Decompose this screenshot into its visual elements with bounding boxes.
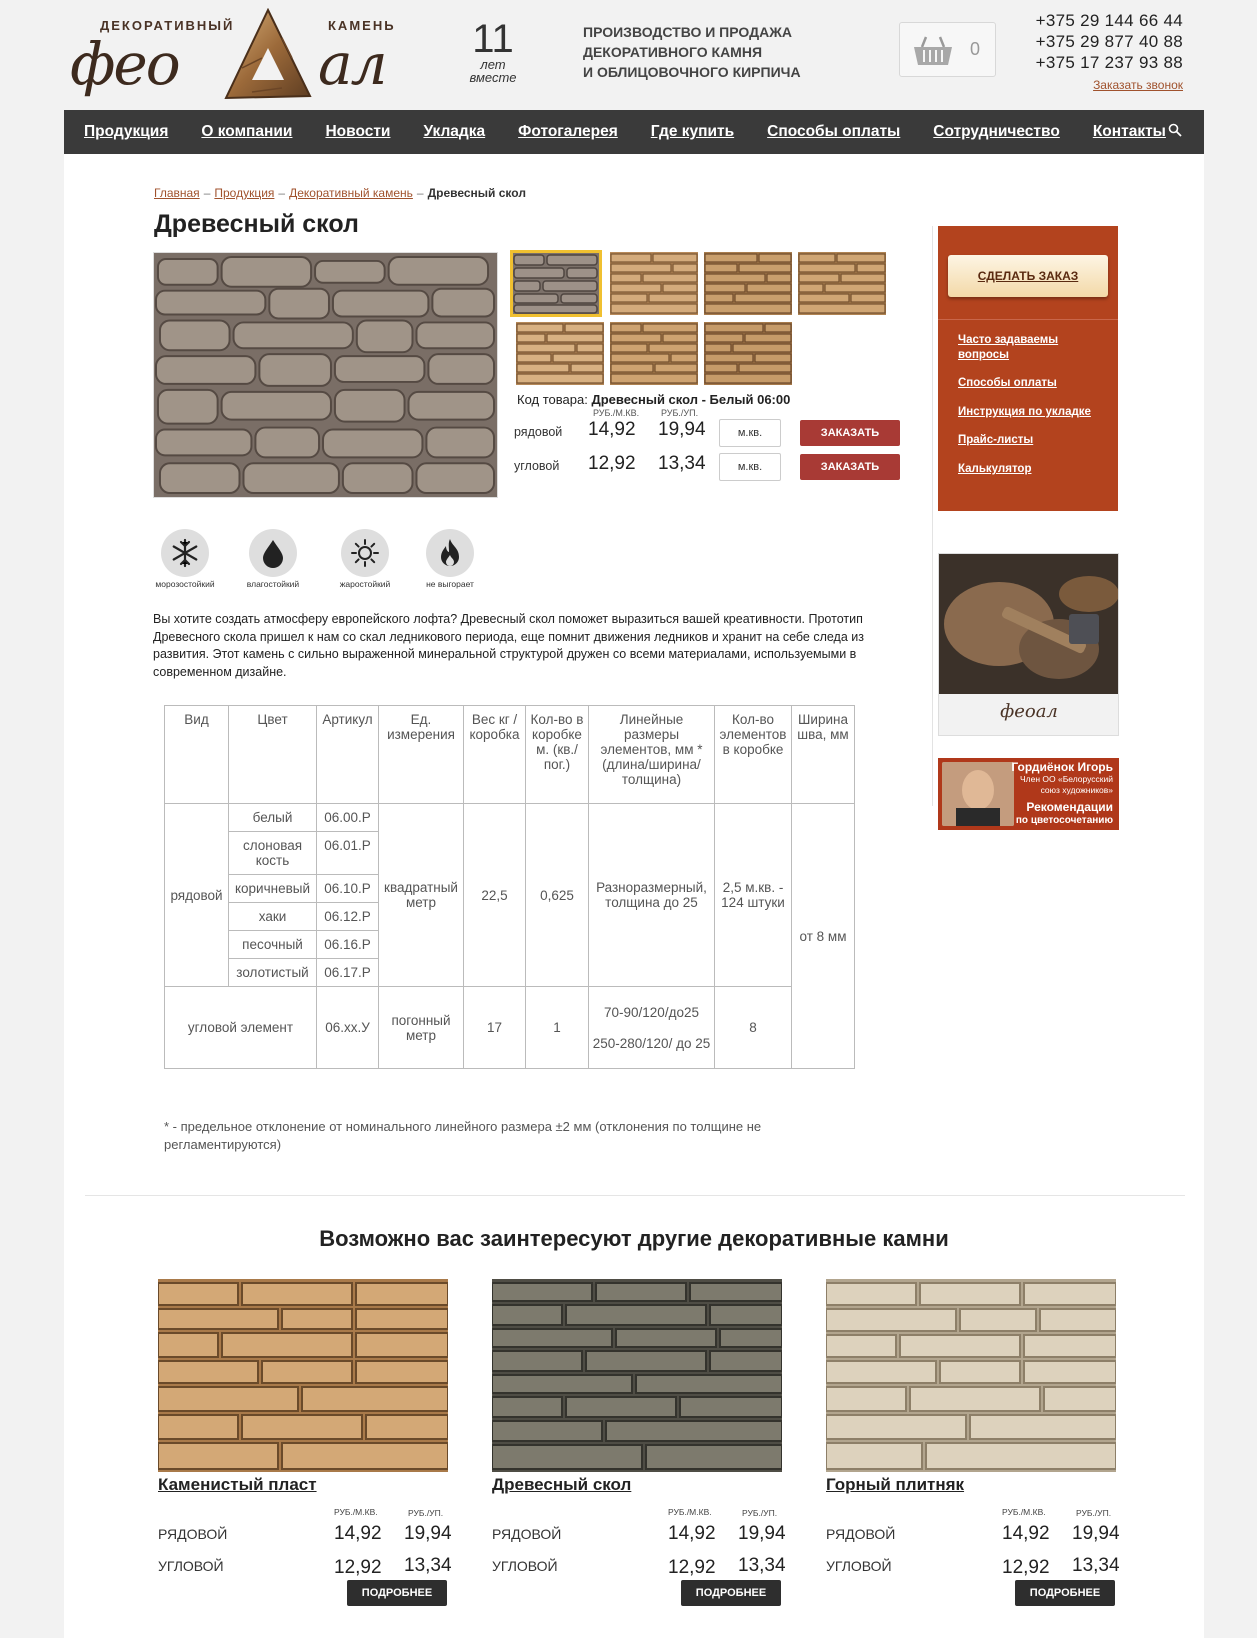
related-product-card — [826, 1279, 1120, 1599]
nav-item-cooperation[interactable]: Сотрудничество — [933, 123, 1060, 140]
phone-number[interactable]: +375 17 237 93 88 — [1035, 53, 1183, 72]
basket-icon — [912, 33, 954, 67]
flame-icon — [437, 537, 463, 569]
product-main-image[interactable] — [153, 252, 498, 498]
phone-number[interactable]: +375 29 877 40 88 — [1035, 32, 1183, 51]
price-header-pack: РУБ./УП. — [408, 1508, 444, 1518]
table-cell: коричневый — [229, 875, 317, 903]
corner-size-2: 250-280/120/ до 25 — [592, 1035, 711, 1051]
table-cell: 06.01.Р — [317, 832, 379, 875]
recommendation-title: Рекомендации — [1026, 800, 1113, 814]
breadcrumb-current: Древесный скол — [427, 186, 526, 200]
nav-item-laying[interactable]: Укладка — [423, 123, 486, 140]
product-description: Вы хотите создать атмосферу европейского лофта? Древесный скол поможет выразиться вашей креативности. Прототип Древесного скола пришел к нам со скал ледникового периода, еще помнит движения ледников и хранит на себе следа из развития. Этот камень с сильно выраженной минеральной структурой дружен со всеми материалами, используемыми в современном дизайне. — [153, 612, 864, 679]
table-header: Цвет — [229, 706, 317, 804]
tagline-line: ДЕКОРАТИВНОГО КАМНЯ — [583, 44, 763, 60]
table-cell: 06.00.Р — [317, 804, 379, 832]
corner-label: УГЛОВОЙ — [826, 1558, 892, 1574]
table-cell: от 8 мм — [792, 804, 855, 1069]
price-pack: 19,94 — [1072, 1523, 1120, 1544]
table-cell: 06.12.Р — [317, 903, 379, 931]
feature-no-fading — [410, 529, 490, 589]
thumbnail-1[interactable] — [512, 252, 600, 315]
table-cell: слоновая кость — [229, 832, 317, 875]
sidebar-link-price-lists[interactable]: Прайс-листы — [958, 434, 1034, 446]
corner-label: УГЛОВОЙ — [492, 1558, 558, 1574]
person-subtitle-line: Член ОО «Белорусский — [1019, 774, 1113, 784]
sidebar-separator — [938, 319, 1118, 320]
related-product-name[interactable]: Горный плитняк — [826, 1475, 965, 1494]
table-header: Ед. измерения — [379, 706, 464, 804]
order-button[interactable]: ЗАКАЗАТЬ — [800, 454, 900, 480]
price-sqm: 12,92 — [334, 1557, 382, 1578]
site-header — [0, 0, 1257, 108]
years-text-1: лет — [480, 57, 506, 72]
price-sqm: 12,92 — [1002, 1557, 1050, 1578]
table-header: Кол-во в коробке м. (кв./пог.) — [526, 706, 589, 804]
unit-select[interactable]: м.кв. — [719, 419, 781, 447]
logo-word-left: фео — [70, 30, 179, 98]
search-icon[interactable] — [1168, 123, 1182, 137]
table-cell: 06.16.Р — [317, 931, 379, 959]
more-button[interactable]: ПОДРОБНЕЕ — [347, 1580, 447, 1606]
feature-label: влагостойкий — [246, 579, 300, 589]
table-cell: хаки — [229, 903, 317, 931]
main-nav — [64, 110, 1204, 154]
price-sqm: 14,92 — [334, 1523, 382, 1544]
row-label: РЯДОВОЙ — [158, 1526, 228, 1542]
avatar — [942, 762, 1014, 826]
table-cell: 0,625 — [526, 804, 589, 987]
related-product-card — [158, 1279, 452, 1599]
table-header: Вид — [165, 706, 229, 804]
feature-label: морозостойкий — [155, 579, 215, 589]
table-header: Артикул — [317, 706, 379, 804]
person-subtitle-line: союз художников» — [1040, 785, 1113, 795]
table-cell: песочный — [229, 931, 317, 959]
price-sqm: 14,92 — [588, 419, 636, 440]
logo-word-right: ал — [318, 30, 386, 98]
row-label: РЯДОВОЙ — [826, 1526, 896, 1542]
feature-frost-resistant — [145, 529, 225, 589]
sidebar-menu — [938, 226, 1118, 511]
related-product-image[interactable] — [826, 1279, 1116, 1472]
feature-label: жаростойкий — [339, 579, 391, 589]
logo-stone-icon — [222, 8, 314, 104]
corner-size-1: 70-90/120/до25 — [604, 1004, 699, 1020]
phone-list — [1036, 10, 1183, 73]
price-header-pack: РУБ./УП. — [661, 408, 699, 418]
related-product-name[interactable]: Древесный скол — [492, 1475, 632, 1494]
logo-top-left: ДЕКОРАТИВНЫЙ — [100, 18, 235, 33]
price-pack: 19,94 — [658, 419, 706, 440]
table-cell: белый — [229, 804, 317, 832]
price-header-pack: РУБ./УП. — [742, 1508, 778, 1518]
product-code — [517, 392, 790, 407]
price-pack: 13,34 — [1072, 1555, 1120, 1576]
thumbnail-6[interactable] — [610, 322, 698, 385]
price-header-sqm: РУБ./М.КВ. — [668, 1507, 712, 1517]
price-sqm: 14,92 — [1002, 1523, 1050, 1544]
price-header-sqm: РУБ./М.КВ. — [1002, 1507, 1046, 1517]
sidebar-link-payment[interactable]: Способы оплаты — [958, 377, 1057, 389]
breadcrumb-products[interactable]: Продукция — [214, 186, 275, 200]
price-sqm: 14,92 — [668, 1523, 716, 1544]
table-cell: квадратный метр — [379, 804, 464, 987]
table-cell: рядовой — [165, 804, 229, 987]
feature-moisture-resistant — [233, 529, 313, 589]
price-row-corner — [514, 453, 894, 481]
breadcrumb-sep: – — [278, 186, 286, 200]
breadcrumb-home[interactable]: Главная — [154, 186, 200, 200]
nav-item-contacts[interactable]: Контакты — [1092, 123, 1166, 140]
table-header: Вес кг / коробка — [464, 706, 526, 804]
tagline-line: И ОБЛИЦОВОЧНОГО КИРПИЧА — [583, 64, 801, 80]
price-row-regular — [514, 419, 894, 447]
feature-label: не выгорает — [426, 579, 474, 589]
table-cell: 06.10.Р — [317, 875, 379, 903]
price-header-pack: РУБ./УП. — [1076, 1508, 1112, 1518]
related-title: Возможно вас заинтересуют другие декоративные камни — [319, 1226, 949, 1251]
price-pack: 19,94 — [404, 1523, 452, 1544]
price-header-sqm: РУБ./М.КВ. — [593, 408, 640, 418]
person-name: Гордиёнок Игорь — [1011, 760, 1113, 774]
make-order-button[interactable]: СДЕЛАТЬ ЗАКАЗ — [948, 255, 1108, 297]
price-sqm: 12,92 — [588, 453, 636, 474]
logo[interactable] — [70, 8, 410, 104]
price-row-label: рядовой — [514, 425, 563, 439]
callback-link[interactable]: Заказать звонок — [1093, 78, 1183, 92]
table-cell: золотистый — [229, 959, 317, 987]
table-row — [165, 987, 855, 1069]
sidebar-banner-tools[interactable] — [938, 553, 1119, 736]
table-cell: 06.17.Р — [317, 959, 379, 987]
price-pack: 13,34 — [404, 1555, 452, 1576]
sidebar-link-instruction[interactable]: Инструкция по укладке — [958, 406, 1091, 418]
corner-label: УГЛОВОЙ — [158, 1558, 224, 1574]
price-row-label: угловой — [514, 459, 560, 473]
years-badge — [458, 17, 528, 85]
related-product-name[interactable]: Каменистый пласт — [158, 1475, 317, 1494]
breadcrumb-category[interactable]: Декоративный камень — [289, 186, 413, 200]
sidebar-link-calculator[interactable]: Калькулятор — [958, 463, 1032, 475]
table-cell: угловой элемент — [165, 987, 317, 1069]
table-header: Ширина шва, мм — [792, 706, 855, 804]
nav-item-products[interactable]: Продукция — [84, 123, 169, 140]
nav-item-where-to-buy[interactable]: Где купить — [650, 123, 735, 140]
table-cell: 8 — [715, 987, 792, 1069]
spec-table — [164, 705, 855, 1069]
product-code-value: Древесный скол - Белый 06:00 — [591, 392, 791, 407]
table-cell: 17 — [464, 987, 526, 1069]
thumbnail-5[interactable] — [516, 322, 604, 385]
breadcrumb — [154, 186, 526, 200]
price-header-sqm: РУБ./М.КВ. — [334, 1507, 378, 1517]
recommendation-subtitle: по цветосочетанию — [1015, 815, 1113, 826]
banner-logo-text: феоал — [1000, 701, 1058, 722]
person-photo — [942, 762, 1014, 826]
related-product-card — [492, 1279, 786, 1599]
water-drop-icon — [260, 538, 286, 568]
row-label: РЯДОВОЙ — [492, 1526, 562, 1542]
page-title: Древесный скол — [154, 210, 359, 238]
spec-footnote: * - предельное отклонение от номинального линейного размера ±2 мм (отклонения по толщине не регламентируются) — [164, 1119, 762, 1152]
nav-item-news[interactable]: Новости — [325, 123, 391, 140]
related-product-image[interactable] — [158, 1279, 448, 1472]
main-content — [64, 154, 1204, 1638]
thumbnail-2[interactable] — [610, 252, 698, 315]
person-subtitle — [1020, 774, 1113, 796]
table-header: Кол-во элементов в коробке — [715, 706, 792, 804]
years-number: 11 — [472, 17, 514, 61]
phone-number[interactable]: +375 29 144 66 44 — [1035, 11, 1183, 30]
more-button[interactable]: ПОДРОБНЕЕ — [1015, 1580, 1115, 1606]
logo-top-right: КАМЕНЬ — [328, 18, 396, 33]
table-row — [165, 804, 855, 832]
price-sqm: 12,92 — [668, 1557, 716, 1578]
more-button[interactable]: ПОДРОБНЕЕ — [681, 1580, 781, 1606]
nav-item-payment[interactable]: Способы оплаты — [767, 123, 901, 140]
nav-item-gallery[interactable]: Фотогалерея — [518, 123, 618, 140]
sun-icon — [350, 538, 380, 568]
breadcrumb-sep: – — [416, 186, 424, 200]
thumbnail-7[interactable] — [704, 322, 792, 385]
price-pack: 19,94 — [738, 1523, 786, 1544]
table-header-row — [165, 706, 855, 804]
price-pack: 13,34 — [738, 1555, 786, 1576]
feature-heat-resistant — [325, 529, 405, 589]
table-cell: Разноразмерный, толщина до 25 — [589, 804, 715, 987]
table-cell: 22,5 — [464, 804, 526, 987]
table-cell: 06.хх.У — [317, 987, 379, 1069]
tagline — [583, 22, 801, 82]
thumbnail-4[interactable] — [798, 252, 886, 315]
snowflake-icon — [170, 538, 200, 568]
table-cell: 1 — [526, 987, 589, 1069]
price-pack: 13,34 — [658, 453, 706, 474]
sidebar-divider — [932, 226, 933, 806]
order-button[interactable]: ЗАКАЗАТЬ — [800, 420, 900, 446]
sidebar-link-faq[interactable]: Часто задаваемы вопросы — [958, 334, 1059, 361]
cart-count: 0 — [970, 39, 981, 59]
table-cell: погонный метр — [379, 987, 464, 1069]
nav-item-about[interactable]: О компании — [201, 123, 293, 140]
unit-select[interactable]: м.кв. — [719, 453, 781, 481]
related-product-image[interactable] — [492, 1279, 782, 1472]
product-code-label: Код товара: — [517, 392, 588, 407]
breadcrumb-sep: – — [203, 186, 211, 200]
sidebar-banner-artist[interactable] — [938, 758, 1119, 830]
thumbnail-3[interactable] — [704, 252, 792, 315]
table-cell — [589, 987, 715, 1069]
tagline-line: ПРОИЗВОДСТВО И ПРОДАЖА — [583, 24, 792, 40]
years-text-2: вместе — [469, 70, 517, 85]
table-header: Линейные размеры элементов, мм * (длина/ширина/толщина) — [589, 706, 715, 804]
tools-banner-image — [939, 554, 1119, 736]
section-divider — [85, 1195, 1185, 1196]
cart-button[interactable] — [899, 22, 996, 77]
table-cell: 2,5 м.кв. - 124 штуки — [715, 804, 792, 987]
